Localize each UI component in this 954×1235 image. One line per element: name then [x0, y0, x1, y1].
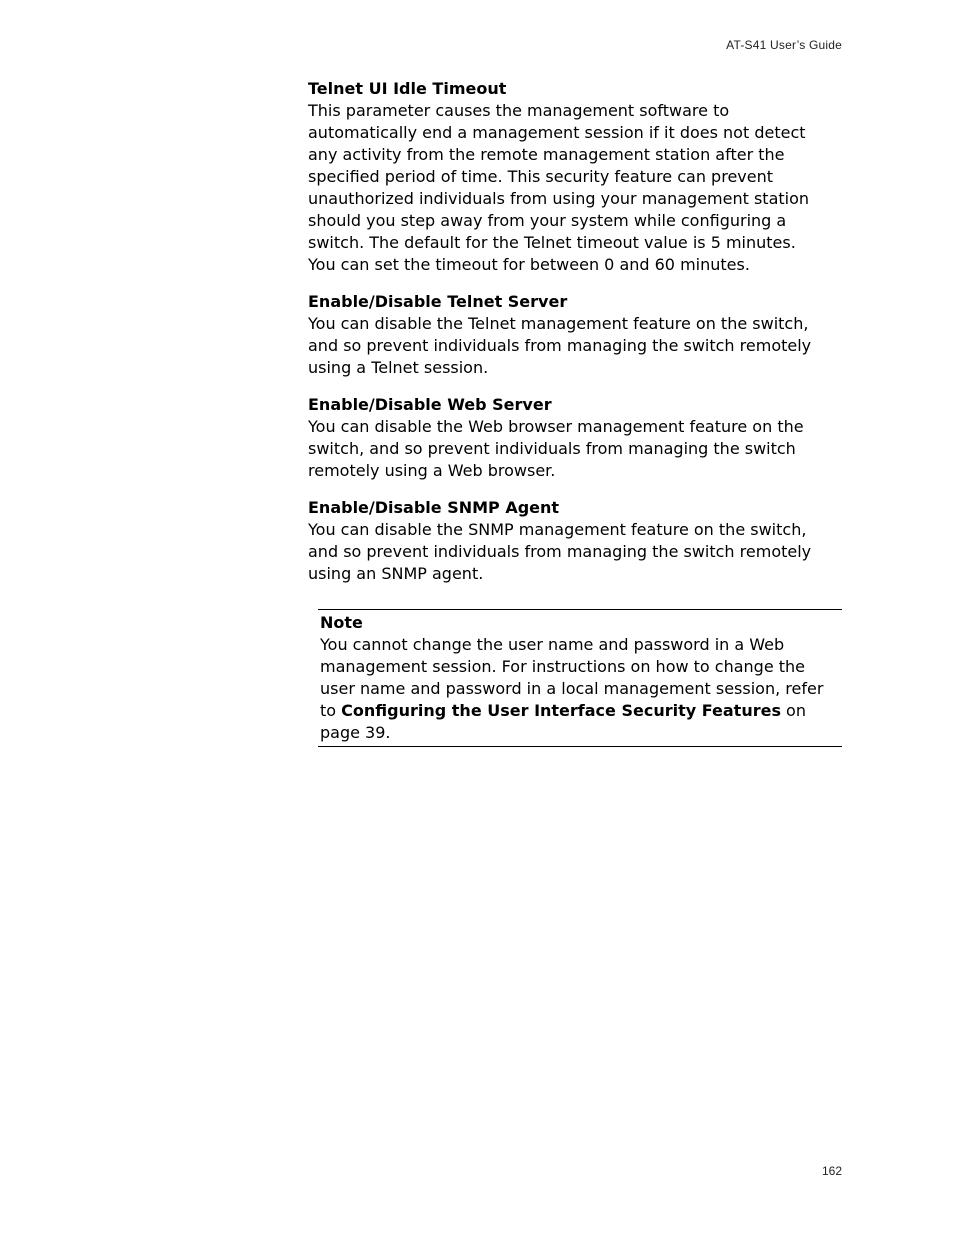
section-telnet-server [308, 291, 818, 379]
section-snmp-agent [308, 497, 818, 585]
note-box [318, 609, 842, 747]
section-heading: Enable/Disable SNMP Agent [308, 498, 560, 517]
section-web-server [308, 394, 818, 482]
section-body: This parameter causes the management software to automatically end a management session if it does not detect any activity from the remote management station after the specified period of time. This security feature can prevent unauthorized individuals from using your management station should you step away from your system while configuring a switch. The default for the Telnet timeout value is 5 minutes. You can set the timeout for between 0 and 60 minutes. [308, 101, 810, 274]
note-body: You cannot change the user name and password in a Web management session. For instructions on how to change the user name and password in a local management session, refer to [320, 635, 824, 720]
section-body: You can disable the Web browser management feature on the switch, and so prevent individuals from managing the switch remotely using a Web browser. [308, 417, 804, 480]
note-text [320, 634, 842, 744]
section-body: You can disable the Telnet management feature on the switch, and so prevent individuals from managing the switch remotely using a Telnet session. [308, 314, 812, 377]
section-telnet-idle-timeout [308, 78, 818, 276]
running-header: AT-S41 User’s Guide [726, 38, 842, 52]
section-heading: Enable/Disable Telnet Server [308, 292, 568, 311]
main-content [308, 78, 818, 600]
section-heading: Enable/Disable Web Server [308, 395, 552, 414]
section-body: You can disable the SNMP management feature on the switch, and so prevent individuals from managing the switch remotely using an SNMP agent. [308, 520, 812, 583]
page-number: 162 [821, 1164, 842, 1178]
cross-reference-link[interactable]: Configuring the User Interface Security Features [341, 701, 781, 720]
note-suffix: on page 39. [320, 701, 806, 742]
section-heading: Telnet UI Idle Timeout [308, 79, 507, 98]
note-title: Note [320, 613, 363, 632]
